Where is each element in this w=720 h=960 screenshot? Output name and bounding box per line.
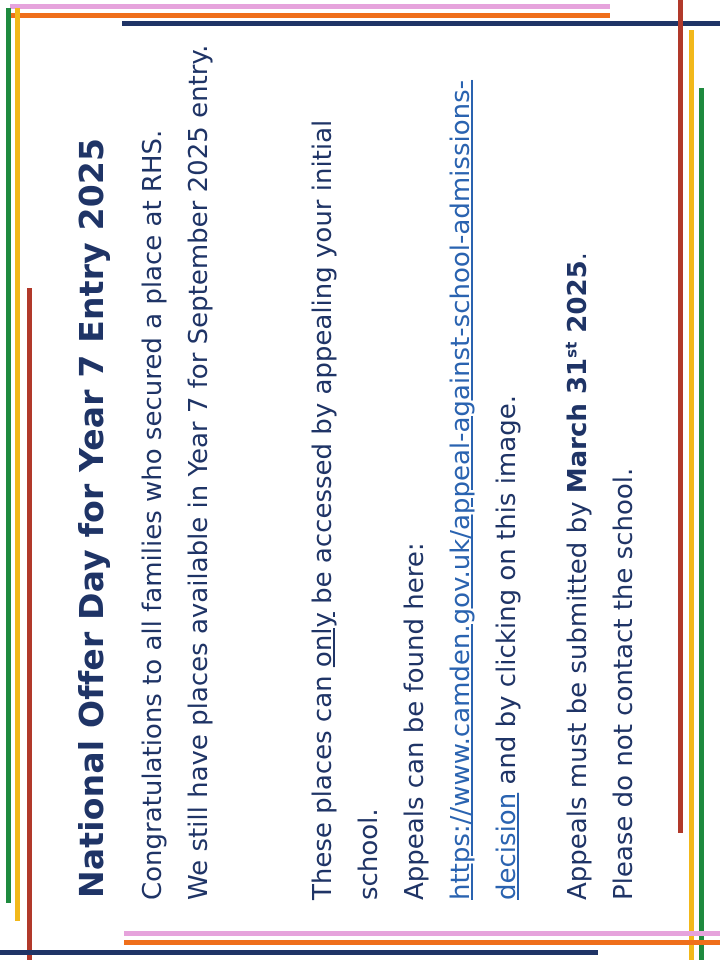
places-text-after: be accessed by appealing your initial school. [308, 119, 384, 900]
deadline-paragraph [555, 20, 647, 900]
deadline-date [563, 260, 593, 493]
places-paragraph [300, 20, 530, 900]
deadline-line-2: Please do not contact the school. [609, 467, 639, 900]
appeals-link[interactable]: https://www.camden.gov.uk/appeal-against-school-admissions-decision [446, 79, 522, 900]
deadline-date-main: March 31 [563, 357, 593, 494]
deadline-period: . [563, 252, 593, 261]
appeals-after-link: and by clicking on this image. [492, 395, 522, 793]
deadline-date-year: 2025 [563, 260, 593, 342]
page-title: National Offer Day for Year 7 Entry 2025 [72, 137, 111, 898]
places-text-before: These places can [308, 667, 338, 900]
congrats-line-2: We still have places available in Year 7 for September 2025 entry. [184, 44, 214, 900]
deadline-line-1 [555, 20, 601, 900]
places-text [300, 20, 392, 900]
appeals-intro: Appeals can be found here: [400, 542, 430, 900]
appeals-link-line [438, 20, 530, 900]
deadline-text-before: Appeals must be submitted by [563, 493, 593, 900]
places-emphasis: only [308, 612, 338, 668]
congrats-paragraph [130, 20, 222, 900]
congrats-line-1: Congratulations to all families who secured a place at RHS. [138, 129, 168, 900]
deadline-date-suffix: st [562, 341, 581, 358]
